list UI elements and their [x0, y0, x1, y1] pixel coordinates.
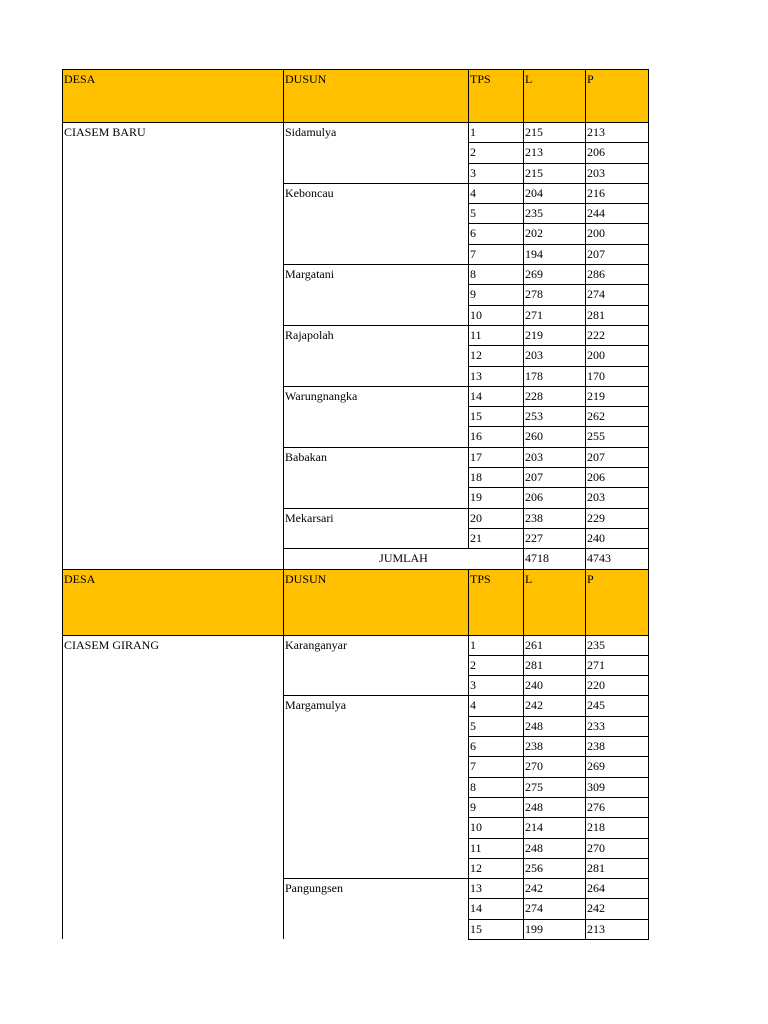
tps-cell[interactable]: 9 — [469, 285, 524, 305]
table-row — [63, 447, 649, 467]
l-cell[interactable]: 248 — [524, 716, 586, 736]
header-dusun[interactable]: DUSUN — [284, 569, 469, 635]
p-cell[interactable]: 242 — [586, 899, 649, 919]
table-row — [63, 797, 649, 817]
l-cell[interactable]: 275 — [524, 777, 586, 797]
table-row — [63, 265, 649, 285]
table-row — [63, 183, 649, 203]
desa-cell[interactable] — [63, 204, 284, 224]
desa-cell[interactable] — [63, 407, 284, 427]
p-cell[interactable]: 309 — [586, 777, 649, 797]
l-cell[interactable]: 227 — [524, 528, 586, 548]
voter-table — [62, 69, 649, 940]
desa-cell[interactable] — [63, 285, 284, 305]
p-cell[interactable]: 269 — [586, 757, 649, 777]
dusun-cell[interactable] — [284, 163, 469, 183]
dusun-cell[interactable] — [284, 899, 469, 919]
table-row — [63, 204, 649, 224]
table-row — [63, 777, 649, 797]
desa-cell[interactable] — [63, 676, 284, 696]
l-cell[interactable]: 213 — [524, 143, 586, 163]
header-desa[interactable]: DESA — [63, 70, 284, 123]
tps-cell[interactable]: 3 — [469, 676, 524, 696]
dusun-cell[interactable] — [284, 919, 469, 939]
p-cell[interactable]: 216 — [586, 183, 649, 203]
desa-cell[interactable] — [63, 427, 284, 447]
table-row — [63, 244, 649, 264]
desa-cell[interactable] — [63, 488, 284, 508]
tps-cell[interactable]: 11 — [469, 838, 524, 858]
dusun-cell[interactable] — [284, 838, 469, 858]
l-cell[interactable]: 235 — [524, 204, 586, 224]
p-cell[interactable]: 270 — [586, 838, 649, 858]
l-cell[interactable]: 242 — [524, 696, 586, 716]
dusun-cell[interactable] — [284, 716, 469, 736]
table-row — [63, 879, 649, 899]
tps-cell[interactable]: 10 — [469, 305, 524, 325]
p-cell[interactable]: 207 — [586, 447, 649, 467]
table-row — [63, 508, 649, 528]
l-cell[interactable]: 238 — [524, 508, 586, 528]
table-row — [63, 528, 649, 548]
table-row — [63, 899, 649, 919]
tps-cell[interactable]: 4 — [469, 183, 524, 203]
tps-cell[interactable]: 13 — [469, 366, 524, 386]
dusun-cell[interactable] — [284, 305, 469, 325]
p-cell[interactable]: 238 — [586, 737, 649, 757]
dusun-cell[interactable] — [284, 655, 469, 675]
table-row — [63, 838, 649, 858]
table-row — [63, 305, 649, 325]
p-cell[interactable]: 200 — [586, 224, 649, 244]
p-cell[interactable]: 206 — [586, 468, 649, 488]
desa-cell[interactable] — [63, 818, 284, 838]
dusun-cell[interactable] — [284, 797, 469, 817]
p-cell[interactable]: 229 — [586, 508, 649, 528]
table-row — [63, 427, 649, 447]
desa-cell[interactable] — [63, 696, 284, 716]
tps-cell[interactable]: 9 — [469, 797, 524, 817]
dusun-cell[interactable] — [284, 244, 469, 264]
p-cell[interactable]: 206 — [586, 143, 649, 163]
tps-cell[interactable]: 20 — [469, 508, 524, 528]
tps-cell[interactable]: 11 — [469, 325, 524, 345]
l-cell[interactable]: 248 — [524, 838, 586, 858]
p-cell[interactable]: 281 — [586, 305, 649, 325]
l-cell[interactable]: 240 — [524, 676, 586, 696]
p-cell[interactable]: 264 — [586, 879, 649, 899]
header-desa[interactable]: DESA — [63, 569, 284, 635]
desa-cell[interactable] — [63, 224, 284, 244]
tps-cell[interactable]: 4 — [469, 696, 524, 716]
l-cell[interactable]: 215 — [524, 163, 586, 183]
desa-cell[interactable] — [63, 468, 284, 488]
dusun-cell[interactable]: Babakan — [284, 447, 469, 467]
desa-cell[interactable] — [63, 386, 284, 406]
dusun-cell[interactable] — [284, 204, 469, 224]
desa-cell[interactable] — [63, 919, 284, 939]
p-cell[interactable]: 218 — [586, 818, 649, 838]
p-cell[interactable]: 213 — [586, 919, 649, 939]
table-row — [63, 325, 649, 345]
jumlah-l[interactable]: 4718 — [524, 549, 586, 569]
dusun-cell[interactable] — [284, 143, 469, 163]
header-tps[interactable]: TPS — [469, 569, 524, 635]
l-cell[interactable]: 207 — [524, 468, 586, 488]
dusun-cell[interactable] — [284, 777, 469, 797]
dusun-cell[interactable] — [284, 366, 469, 386]
table-row — [63, 123, 649, 143]
l-cell[interactable]: 199 — [524, 919, 586, 939]
l-cell[interactable]: 204 — [524, 183, 586, 203]
l-cell[interactable]: 228 — [524, 386, 586, 406]
tps-cell[interactable]: 15 — [469, 407, 524, 427]
header-row — [63, 70, 649, 123]
p-cell[interactable]: 245 — [586, 696, 649, 716]
desa-cell[interactable] — [63, 879, 284, 899]
table-row — [63, 696, 649, 716]
header-l[interactable]: L — [524, 70, 586, 123]
tps-cell[interactable]: 7 — [469, 244, 524, 264]
header-p[interactable]: P — [586, 70, 649, 123]
desa-cell[interactable] — [63, 366, 284, 386]
table-row — [63, 366, 649, 386]
desa-cell[interactable] — [63, 716, 284, 736]
p-cell[interactable]: 219 — [586, 386, 649, 406]
dusun-cell[interactable]: Rajapolah — [284, 325, 469, 345]
desa-cell[interactable] — [63, 797, 284, 817]
l-cell[interactable]: 194 — [524, 244, 586, 264]
tps-cell[interactable]: 2 — [469, 655, 524, 675]
dusun-cell[interactable] — [284, 737, 469, 757]
desa-cell[interactable] — [63, 447, 284, 467]
tps-cell[interactable]: 19 — [469, 488, 524, 508]
p-cell[interactable]: 213 — [586, 123, 649, 143]
p-cell[interactable]: 244 — [586, 204, 649, 224]
table-row — [63, 386, 649, 406]
table-row — [63, 716, 649, 736]
dusun-cell[interactable]: Warungnangka — [284, 386, 469, 406]
dusun-cell[interactable] — [284, 468, 469, 488]
header-l[interactable]: L — [524, 569, 586, 635]
p-cell[interactable]: 276 — [586, 797, 649, 817]
p-cell[interactable]: 203 — [586, 163, 649, 183]
desa-cell[interactable] — [63, 858, 284, 878]
dusun-cell[interactable]: Margamulya — [284, 696, 469, 716]
desa-cell[interactable] — [63, 183, 284, 203]
header-p[interactable]: P — [586, 569, 649, 635]
desa-cell[interactable] — [63, 346, 284, 366]
p-cell[interactable]: 220 — [586, 676, 649, 696]
tps-cell[interactable]: 1 — [469, 123, 524, 143]
desa-cell[interactable] — [63, 325, 284, 345]
table-row — [63, 858, 649, 878]
tps-cell[interactable]: 5 — [469, 716, 524, 736]
l-cell[interactable]: 270 — [524, 757, 586, 777]
p-cell[interactable]: 170 — [586, 366, 649, 386]
table-row — [63, 468, 649, 488]
table-row — [63, 737, 649, 757]
l-cell[interactable]: 203 — [524, 346, 586, 366]
desa-cell[interactable] — [63, 838, 284, 858]
desa-cell[interactable] — [63, 549, 284, 569]
header-tps[interactable]: TPS — [469, 70, 524, 123]
p-cell[interactable]: 262 — [586, 407, 649, 427]
dusun-cell[interactable] — [284, 224, 469, 244]
p-cell[interactable]: 271 — [586, 655, 649, 675]
l-cell[interactable]: 238 — [524, 737, 586, 757]
tps-cell[interactable]: 10 — [469, 818, 524, 838]
p-cell[interactable]: 255 — [586, 427, 649, 447]
table-row — [63, 224, 649, 244]
table-row — [63, 757, 649, 777]
p-cell[interactable]: 233 — [586, 716, 649, 736]
table-row — [63, 488, 649, 508]
tps-cell[interactable]: 6 — [469, 224, 524, 244]
l-cell[interactable]: 215 — [524, 123, 586, 143]
desa-cell[interactable] — [63, 143, 284, 163]
l-cell[interactable]: 269 — [524, 265, 586, 285]
l-cell[interactable]: 281 — [524, 655, 586, 675]
p-cell[interactable]: 207 — [586, 244, 649, 264]
dusun-cell[interactable] — [284, 427, 469, 447]
dusun-cell[interactable] — [284, 818, 469, 838]
table-row — [63, 655, 649, 675]
tps-cell[interactable]: 14 — [469, 386, 524, 406]
table-row — [63, 163, 649, 183]
header-row — [63, 569, 649, 635]
table-row — [63, 285, 649, 305]
dusun-cell[interactable]: Sidamulya — [284, 123, 469, 143]
dusun-cell[interactable] — [284, 407, 469, 427]
desa-cell[interactable] — [63, 508, 284, 528]
jumlah-p[interactable]: 4743 — [586, 549, 649, 569]
tps-cell[interactable]: 16 — [469, 427, 524, 447]
desa-cell[interactable] — [63, 305, 284, 325]
tps-cell[interactable]: 18 — [469, 468, 524, 488]
dusun-cell[interactable] — [284, 757, 469, 777]
p-cell[interactable]: 235 — [586, 635, 649, 655]
desa-cell[interactable]: CIASEM BARU — [63, 123, 284, 143]
l-cell[interactable]: 261 — [524, 635, 586, 655]
desa-cell[interactable]: CIASEM GIRANG — [63, 635, 284, 655]
tps-cell[interactable]: 21 — [469, 528, 524, 548]
table-row — [63, 407, 649, 427]
tps-cell[interactable]: 12 — [469, 858, 524, 878]
desa-cell[interactable] — [63, 737, 284, 757]
l-cell[interactable]: 202 — [524, 224, 586, 244]
dusun-cell[interactable] — [284, 676, 469, 696]
jumlah-label[interactable]: JUMLAH — [284, 549, 524, 569]
tps-cell[interactable]: 7 — [469, 757, 524, 777]
l-cell[interactable]: 274 — [524, 899, 586, 919]
l-cell[interactable]: 278 — [524, 285, 586, 305]
dusun-cell[interactable] — [284, 346, 469, 366]
l-cell[interactable]: 242 — [524, 879, 586, 899]
table-row — [63, 346, 649, 366]
p-cell[interactable]: 240 — [586, 528, 649, 548]
table-row — [63, 635, 649, 655]
l-cell[interactable]: 260 — [524, 427, 586, 447]
tps-cell[interactable]: 12 — [469, 346, 524, 366]
dusun-cell[interactable] — [284, 858, 469, 878]
p-cell[interactable]: 281 — [586, 858, 649, 878]
l-cell[interactable]: 256 — [524, 858, 586, 878]
table-row — [63, 919, 649, 939]
table-row — [63, 143, 649, 163]
p-cell[interactable]: 274 — [586, 285, 649, 305]
l-cell[interactable]: 219 — [524, 325, 586, 345]
jumlah-row — [63, 549, 649, 569]
l-cell[interactable]: 178 — [524, 366, 586, 386]
l-cell[interactable]: 248 — [524, 797, 586, 817]
desa-cell[interactable] — [63, 777, 284, 797]
desa-cell[interactable] — [63, 265, 284, 285]
l-cell[interactable]: 206 — [524, 488, 586, 508]
tps-cell[interactable]: 3 — [469, 163, 524, 183]
tps-cell[interactable]: 1 — [469, 635, 524, 655]
tps-cell[interactable]: 8 — [469, 265, 524, 285]
desa-cell[interactable] — [63, 655, 284, 675]
table-row — [63, 818, 649, 838]
tps-cell[interactable]: 8 — [469, 777, 524, 797]
p-cell[interactable]: 200 — [586, 346, 649, 366]
desa-cell[interactable] — [63, 757, 284, 777]
tps-cell[interactable]: 13 — [469, 879, 524, 899]
header-dusun[interactable]: DUSUN — [284, 70, 469, 123]
tps-cell[interactable]: 2 — [469, 143, 524, 163]
spreadsheet — [62, 69, 648, 940]
tps-cell[interactable]: 6 — [469, 737, 524, 757]
desa-cell[interactable] — [63, 528, 284, 548]
tps-cell[interactable]: 5 — [469, 204, 524, 224]
tps-cell[interactable]: 17 — [469, 447, 524, 467]
dusun-cell[interactable] — [284, 488, 469, 508]
l-cell[interactable]: 203 — [524, 447, 586, 467]
tps-cell[interactable]: 15 — [469, 919, 524, 939]
dusun-cell[interactable]: Mekarsari — [284, 508, 469, 528]
l-cell[interactable]: 253 — [524, 407, 586, 427]
dusun-cell[interactable]: Pangungsen — [284, 879, 469, 899]
p-cell[interactable]: 203 — [586, 488, 649, 508]
dusun-cell[interactable]: Keboncau — [284, 183, 469, 203]
dusun-cell[interactable]: Margatani — [284, 265, 469, 285]
desa-cell[interactable] — [63, 899, 284, 919]
l-cell[interactable]: 271 — [524, 305, 586, 325]
tps-cell[interactable]: 14 — [469, 899, 524, 919]
table-row — [63, 676, 649, 696]
l-cell[interactable]: 214 — [524, 818, 586, 838]
dusun-cell[interactable] — [284, 528, 469, 548]
dusun-cell[interactable]: Karanganyar — [284, 635, 469, 655]
dusun-cell[interactable] — [284, 285, 469, 305]
p-cell[interactable]: 286 — [586, 265, 649, 285]
p-cell[interactable]: 222 — [586, 325, 649, 345]
desa-cell[interactable] — [63, 244, 284, 264]
desa-cell[interactable] — [63, 163, 284, 183]
